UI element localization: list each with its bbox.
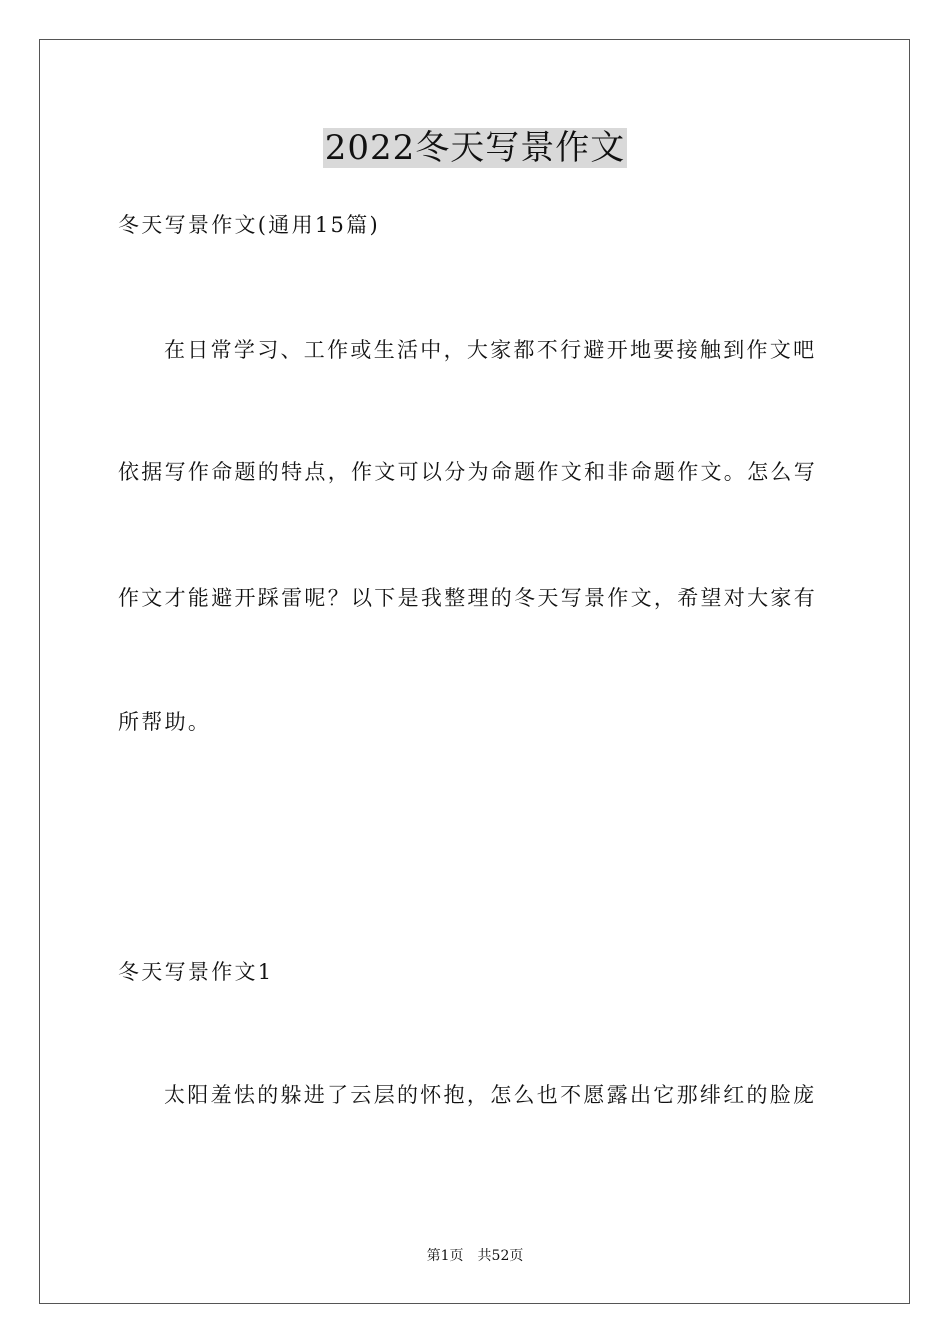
- intro-paragraph-line: 依据写作命题的特点，作文可以分为命题作文和非命题作文。怎么写: [118, 460, 817, 484]
- page-footer: 第1页 共52页: [426, 1248, 524, 1264]
- intro-paragraph-line: 在日常学习、工作或生活中，大家都不行避开地要接触到作文吧: [164, 338, 817, 362]
- document-subtitle: 冬天写景作文(通用15篇): [118, 213, 381, 237]
- intro-paragraph-line: 所帮助。: [118, 710, 212, 734]
- section-heading: 冬天写景作文1: [118, 960, 274, 984]
- intro-paragraph-line: 作文才能避开踩雷呢？以下是我整理的冬天写景作文，希望对大家有: [118, 586, 817, 610]
- document-title-text: 2022冬天写景作文: [324, 128, 626, 168]
- document-title: [0, 128, 950, 168]
- section-paragraph-line: 太阳羞怯的躲进了云层的怀抱，怎么也不愿露出它那绯红的脸庞: [164, 1083, 817, 1107]
